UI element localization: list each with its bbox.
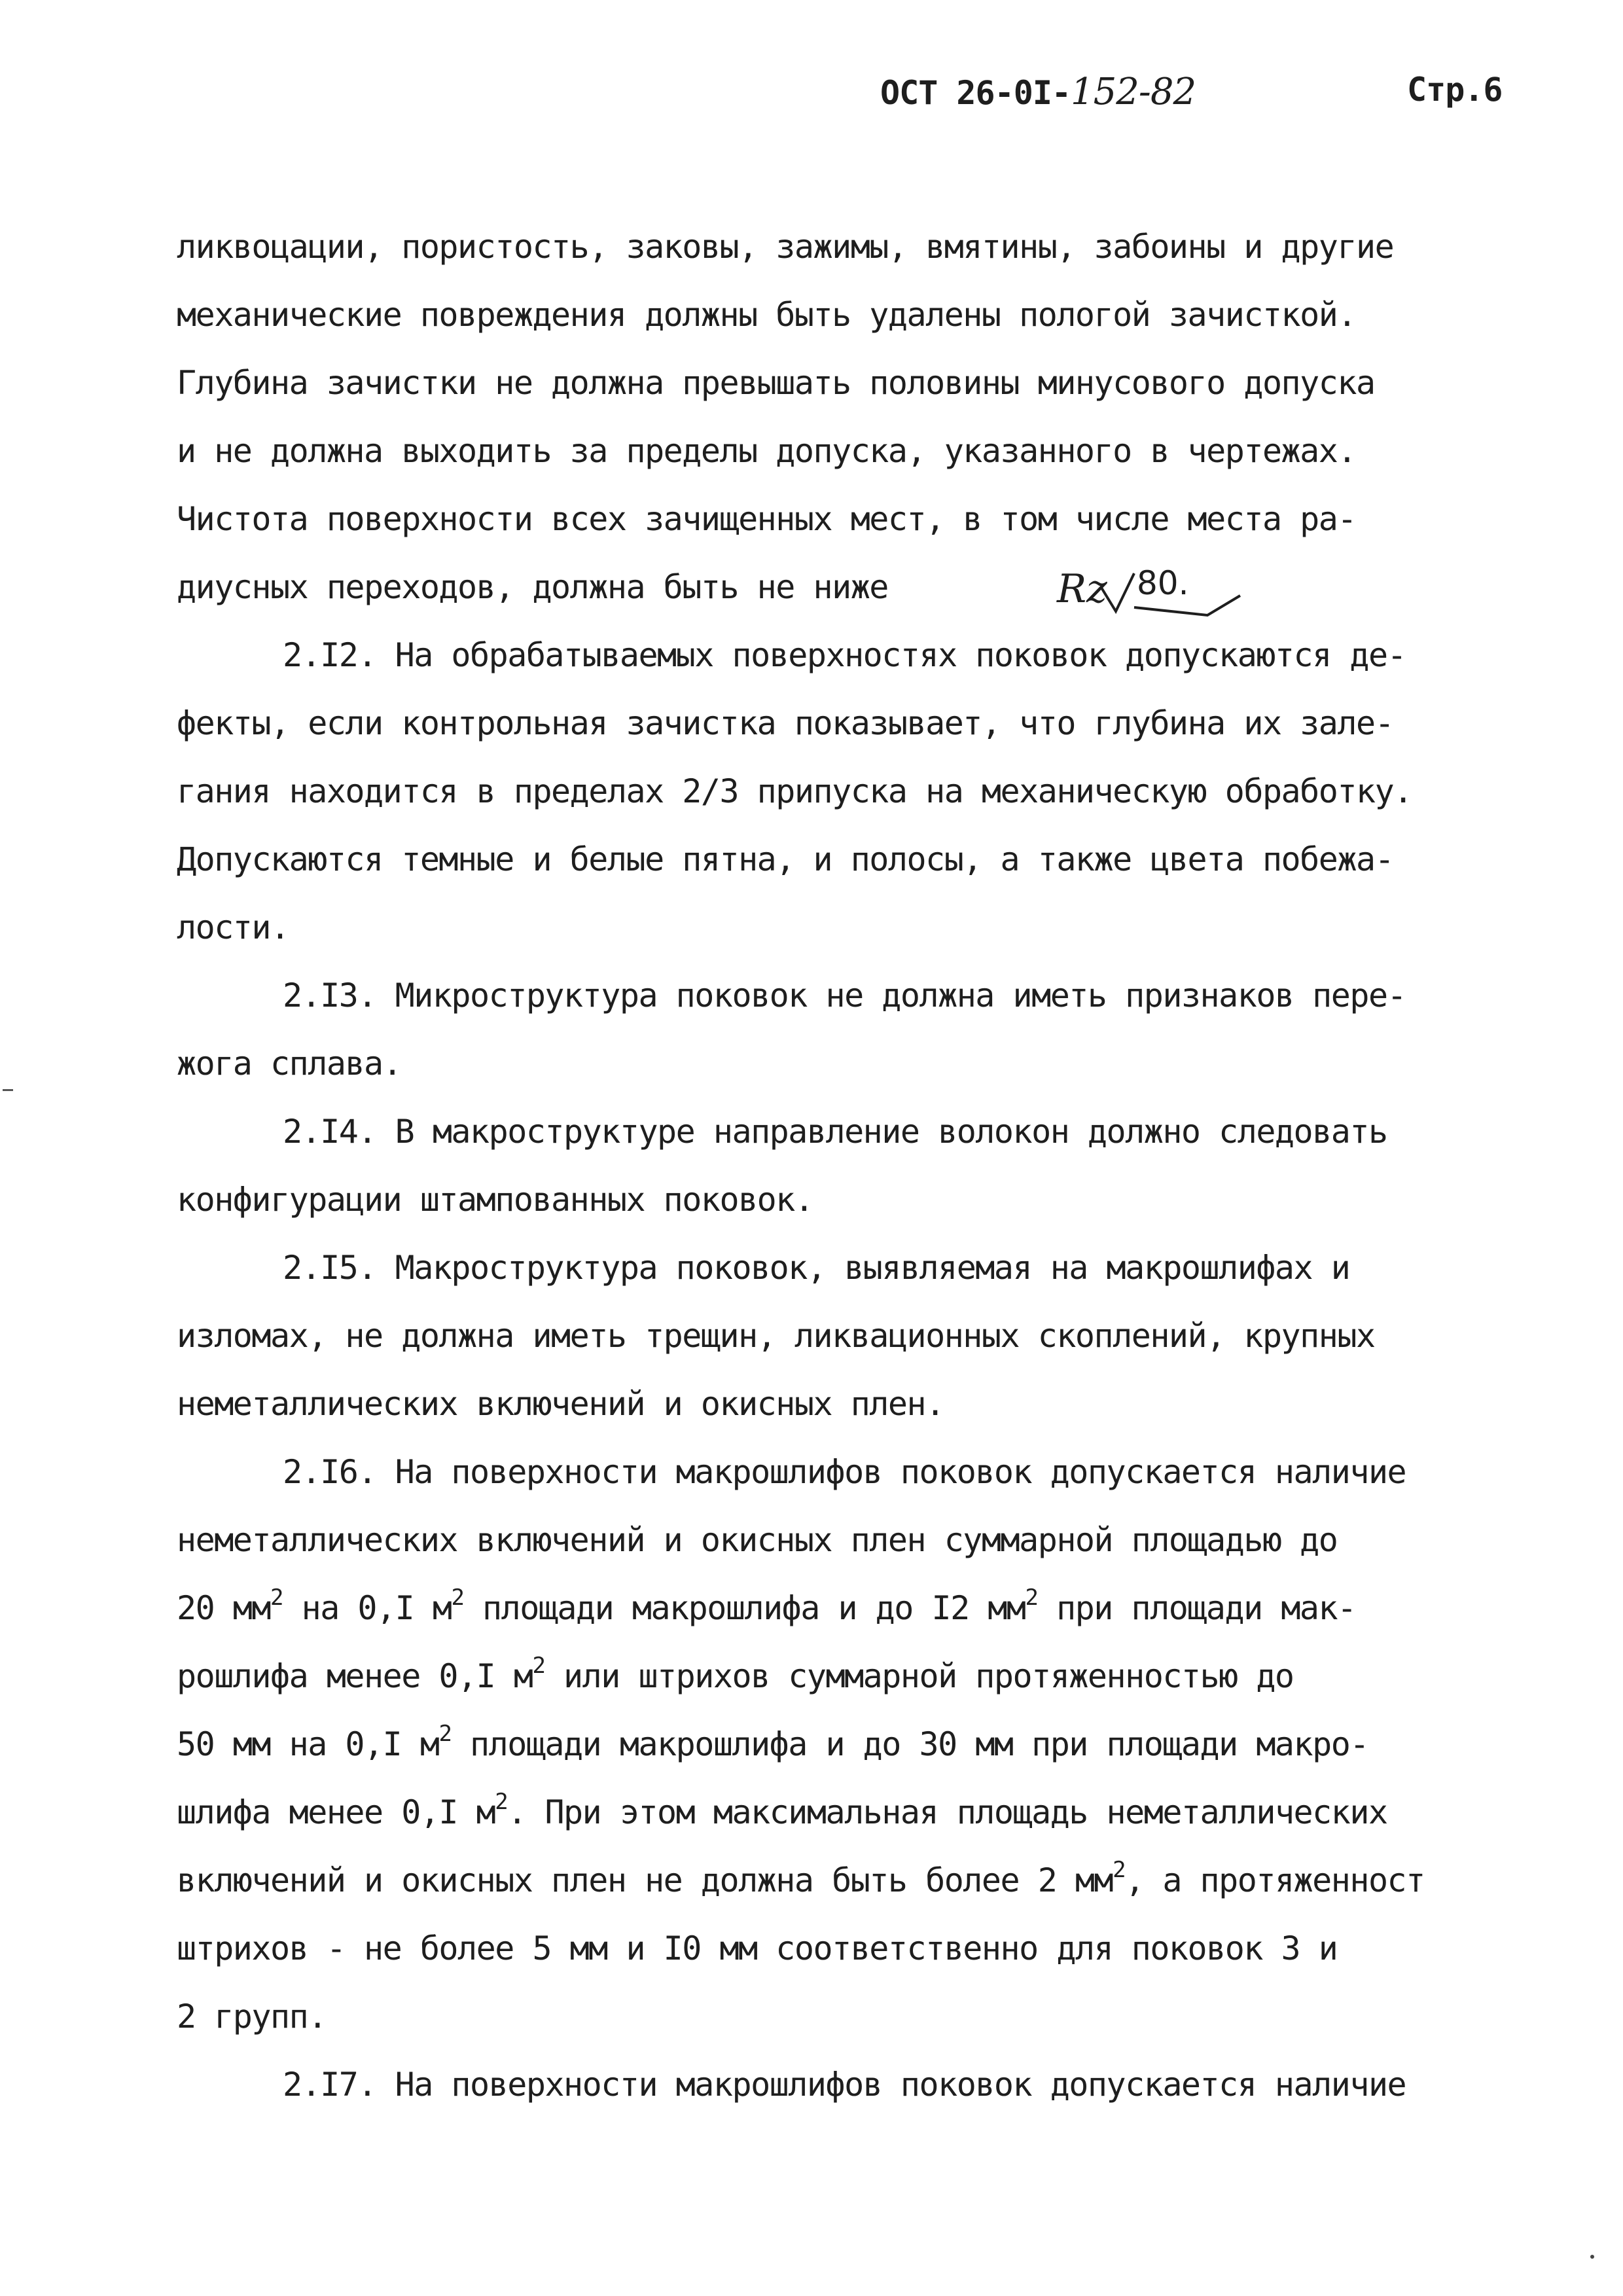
text-line: изломах, не должна иметь трещин, ликвационных скоплений, крупных xyxy=(177,1317,1375,1355)
roughness-value: 80. xyxy=(1137,564,1189,602)
superscript: 2 xyxy=(270,1585,283,1611)
text-line: фекты, если контрольная зачистка показывает, что глубина их зале- xyxy=(177,704,1394,742)
text-line: гания находится в пределах 2/3 припуска на механическую обработку. xyxy=(177,772,1412,810)
text-line: 2.I4. В макроструктуре направление волокон должно следовать xyxy=(283,1113,1387,1151)
text-line-with-superscripts: шлифа менее 0,I $м^2$. При этом максимальная площадь неметаллических xyxy=(177,1789,1387,1831)
text-line: 2.I6. На поверхности макрошлифов поковок допускается наличие xyxy=(283,1453,1406,1491)
text-line: конфигурации штампованных поковок. xyxy=(177,1181,813,1219)
superscript: 2 xyxy=(495,1789,508,1815)
roughness-mark xyxy=(1050,562,1247,634)
text-line: штрихов - не более 5 мм и I0 мм соответственно для поковок 3 и xyxy=(177,1929,1338,1967)
text-line: неметаллических включений и окисных плен суммарной площадью до xyxy=(177,1521,1338,1559)
text-line: 2.I5. Макроструктура поковок, выявляемая на макрошлифах и xyxy=(283,1249,1350,1287)
text-line: механические повреждения должны быть удалены пологой зачисткой. xyxy=(177,296,1356,334)
superscript: 2 xyxy=(451,1585,464,1611)
document-code-handwritten: 152-82 xyxy=(1071,71,1196,113)
text-line-with-superscripts: 20 $мм^2$ на 0,I $м^2$ площади макрошлифа и до I2 $мм^2$ при площади мак- xyxy=(177,1585,1356,1627)
page-number: Стр.6 xyxy=(1407,71,1503,109)
roughness-symbol: Rz xyxy=(1057,566,1107,612)
superscript: 2 xyxy=(438,1721,452,1747)
text-line: 2.I7. На поверхности макрошлифов поковок допускается наличие xyxy=(283,2066,1406,2104)
text-line: 2 групп. xyxy=(177,1998,327,2036)
text-line: и не должна выходить за пределы допуска, указанного в чертежах. xyxy=(177,432,1356,470)
text-line: 2.I3. Микроструктура поковок не должна иметь признаков пере- xyxy=(283,977,1406,1014)
text-line: Чистота поверхности всех зачищенных мест, в том числе места ра- xyxy=(177,500,1356,538)
text-line: Допускаются темные и белые пятна, и полосы, а также цвета побежа- xyxy=(177,840,1394,878)
text-line: неметаллических включений и окисных плен. xyxy=(177,1385,944,1423)
document-designation xyxy=(880,71,1196,113)
margin-mark xyxy=(3,1089,13,1091)
text-line: жога сплава. xyxy=(177,1045,402,1083)
text-line: ликвоцации, пористость, заковы, зажимы, вмятины, забоины и другие xyxy=(177,228,1394,266)
superscript: 2 xyxy=(532,1653,545,1679)
text-line: Глубина зачистки не должна превышать половины минусового допуска xyxy=(177,364,1375,402)
text-line: лости. xyxy=(177,908,289,946)
text-line: диусных переходов, должна быть не ниже xyxy=(177,568,888,606)
text-line-with-superscripts: включений и окисных плен не должна быть более 2 $мм^2$, а протяженност xyxy=(177,1857,1425,1899)
scan-speck xyxy=(1590,2255,1594,2259)
text-line-with-superscripts: рошлифа менее 0,I $м^2$ или штрихов суммарной протяженностью до xyxy=(177,1653,1294,1695)
superscript: 2 xyxy=(1025,1585,1038,1611)
text-line: 2.I2. На обрабатываемых поверхностях поковок допускаются де- xyxy=(283,636,1406,674)
superscript: 2 xyxy=(1113,1857,1126,1883)
text-line-with-superscripts: 50 мм на 0,I $м^2$ площади макрошлифа и до 30 мм при площади макро- xyxy=(177,1721,1368,1763)
document-code-prefix: ОСТ 26-0I- xyxy=(880,74,1071,112)
